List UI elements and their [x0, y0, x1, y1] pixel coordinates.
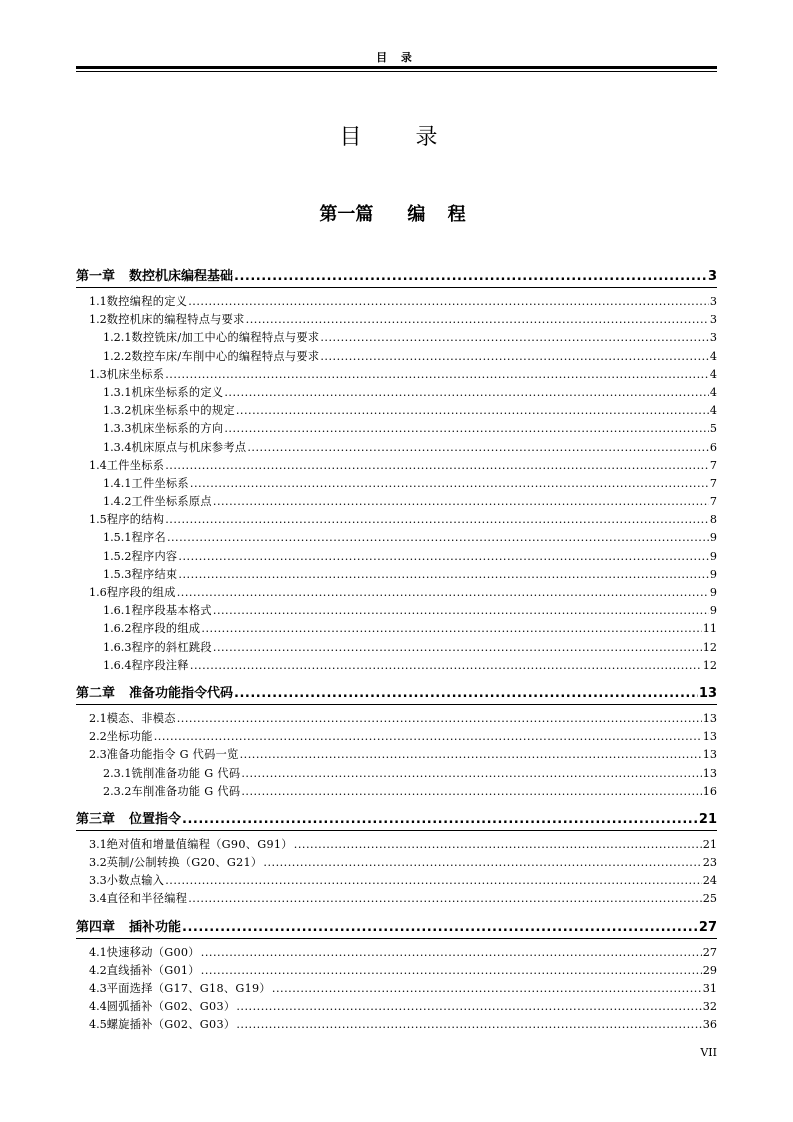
toc-entry-number: 第四章 [76, 919, 116, 935]
toc-dot-leader [190, 475, 709, 493]
toc-subsection-entry[interactable] [76, 602, 717, 620]
toc-dot-leader [224, 384, 709, 402]
toc-entry-page: 29 [702, 963, 717, 977]
toc-entry-number: 1.1 [89, 295, 107, 308]
toc-entry-page: 13 [702, 711, 717, 725]
toc-entry-page: 3 [709, 313, 717, 327]
toc-entry-page: 4 [709, 349, 717, 363]
toc-entry-number: 1.5.3 [103, 567, 132, 581]
toc-entry-page: 27 [698, 919, 717, 935]
toc-entry-number: 第三章 [76, 811, 116, 827]
toc-entry-page: 13 [702, 730, 717, 744]
toc-entry-page: 32 [702, 1000, 717, 1014]
toc-section-entry[interactable] [76, 872, 717, 890]
toc-section-entry[interactable] [76, 584, 717, 602]
toc-dot-leader [213, 602, 709, 620]
toc-entry-number: 1.6.4 [103, 658, 132, 672]
toc-subsection-entry[interactable] [76, 420, 717, 438]
table-of-contents [76, 258, 717, 1035]
toc-entry-number: 1.6.1 [103, 604, 132, 618]
toc-dot-leader [241, 783, 701, 801]
toc-entry-title: 机床坐标系的方向 [131, 422, 224, 436]
toc-dot-leader [165, 511, 709, 529]
toc-entry-title: 螺旋插补（G02、G03） [106, 1018, 236, 1032]
toc-section-entry[interactable] [76, 998, 717, 1016]
toc-entry-title: 准备功能指令 G 代码一览 [106, 748, 239, 762]
toc-entry-title: 准备功能指令代码 [129, 685, 234, 701]
toc-entry-number: 2.3 [89, 748, 107, 762]
toc-dot-leader [213, 493, 709, 511]
toc-entry-page: 9 [709, 549, 717, 563]
toc-dot-leader [201, 620, 701, 638]
toc-entry-title: 圆弧插补（G02、G03） [106, 1000, 236, 1014]
toc-entry-number: 1.4.2 [103, 495, 132, 509]
toc-entry-title: 英制/公制转换（G20、G21） [106, 856, 263, 870]
toc-entry-number: 3.2 [89, 856, 107, 870]
toc-entry-page: 7 [709, 476, 717, 490]
toc-entry-number: 1.4.1 [103, 476, 132, 490]
toc-entry-title: 工件坐标系 [131, 476, 189, 490]
toc-entry-number: 1.6 [89, 586, 107, 599]
toc-section-entry[interactable] [76, 980, 717, 998]
toc-entry-title: 直线插补（G01） [106, 963, 200, 977]
toc-entry-title: 车削准备功能 G 代码 [131, 784, 241, 798]
toc-entry-number: 1.3.3 [103, 422, 132, 436]
toc-dot-leader [240, 746, 702, 764]
toc-dot-leader [236, 998, 701, 1016]
toc-subsection-entry[interactable] [76, 783, 717, 801]
toc-subsection-entry[interactable] [76, 566, 717, 584]
toc-entry-page: 12 [702, 658, 717, 672]
toc-entry-number: 1.6.2 [103, 622, 132, 636]
toc-dot-leader [247, 439, 709, 457]
toc-subsection-entry[interactable] [76, 475, 717, 493]
toc-section-entry[interactable] [76, 457, 717, 475]
toc-entry-number: 1.3 [89, 367, 107, 381]
toc-entry-page: 5 [709, 422, 717, 436]
toc-dot-leader [177, 710, 702, 728]
toc-entry-title: 程序段注释 [131, 658, 189, 672]
toc-entry-title: 机床坐标系的定义 [131, 385, 224, 399]
toc-entry-number: 4.4 [89, 1000, 107, 1014]
toc-entry-page: 3 [709, 331, 717, 345]
toc-entry-page: 16 [702, 784, 717, 798]
toc-subsection-entry[interactable] [76, 620, 717, 638]
toc-section-entry[interactable] [76, 366, 717, 384]
toc-dot-leader [246, 311, 709, 329]
toc-entry-title: 绝对值和增量值编程（G90、G91） [106, 837, 293, 851]
toc-entry-page: 21 [702, 837, 717, 851]
toc-dot-leader [236, 402, 709, 420]
toc-section-entry[interactable] [76, 746, 717, 764]
toc-entry-title: 程序的结构 [106, 513, 165, 527]
toc-entry-title: 程序段的组成 [131, 622, 201, 636]
toc-entry-number: 第一章 [76, 269, 116, 284]
toc-entry-title: 数控车床/车削中心的编程特点与要求 [131, 349, 320, 363]
toc-entry-page: 7 [709, 495, 717, 509]
toc-entry-number: 1.5.2 [103, 549, 132, 563]
toc-entry-title: 机床坐标系 [106, 367, 165, 381]
toc-entry-number: 1.3.4 [103, 440, 132, 454]
toc-dot-leader [201, 944, 702, 962]
toc-entry-page: 31 [702, 982, 717, 995]
toc-entry-title: 直径和半径编程 [106, 892, 188, 906]
toc-entry-page: 13 [698, 685, 717, 701]
toc-subsection-entry[interactable] [76, 329, 717, 347]
toc-chapter-entry[interactable] [76, 909, 717, 939]
toc-entry-page: 9 [709, 567, 717, 581]
toc-entry-page: 23 [702, 856, 717, 870]
toc-entry-number: 1.3.1 [103, 385, 132, 399]
toc-dot-leader [188, 293, 709, 311]
toc-entry-title: 程序结束 [131, 567, 178, 581]
toc-chapter-entry[interactable] [76, 675, 717, 705]
toc-entry-title: 机床原点与机床参考点 [131, 440, 247, 454]
toc-entry-number: 1.2.1 [103, 331, 132, 345]
toc-entry-number: 1.2 [89, 313, 107, 327]
toc-dot-leader [201, 962, 702, 980]
toc-chapter-entry[interactable] [76, 258, 717, 288]
toc-entry-title: 坐标功能 [106, 730, 153, 744]
toc-subsection-entry[interactable] [76, 348, 717, 366]
toc-section-entry[interactable] [76, 836, 717, 854]
toc-section-entry[interactable] [76, 890, 717, 908]
toc-entry-number: 1.4 [89, 458, 107, 472]
toc-entry-page: 13 [702, 766, 717, 780]
toc-subsection-entry[interactable] [76, 402, 717, 420]
toc-entry-page: 9 [709, 531, 717, 545]
toc-chapter-entry[interactable] [76, 801, 717, 831]
toc-entry-number: 4.3 [89, 982, 107, 995]
toc-subsection-entry[interactable] [76, 439, 717, 457]
toc-entry-page: 12 [702, 640, 717, 654]
toc-dot-leader [177, 584, 709, 602]
toc-entry-page: 4 [709, 385, 717, 399]
toc-dot-leader [178, 548, 708, 566]
toc-entry-number: 1.3.2 [103, 404, 132, 418]
toc-entry-page: 9 [709, 604, 717, 618]
toc-dot-leader [224, 420, 709, 438]
toc-entry-number: 1.2.2 [103, 349, 132, 363]
page-title: 目 录 [339, 125, 454, 150]
toc-dot-leader [272, 980, 702, 998]
toc-entry-title: 数控编程的定义 [106, 295, 188, 308]
toc-subsection-entry[interactable] [76, 493, 717, 511]
toc-section-entry[interactable] [76, 311, 717, 329]
toc-entry-number: 1.5.1 [103, 531, 132, 545]
toc-entry-title: 数控铣床/加工中心的编程特点与要求 [131, 331, 320, 345]
toc-dot-leader [182, 920, 698, 935]
toc-dot-leader [234, 686, 698, 701]
footer-page-number: VII [700, 1046, 717, 1059]
running-header: 目 录 [376, 51, 417, 64]
toc-entry-page: 8 [709, 513, 717, 527]
toc-entry-title: 小数点输入 [106, 874, 165, 888]
toc-dot-leader [263, 854, 701, 872]
header-rule-thin [76, 71, 717, 72]
toc-subsection-entry[interactable] [76, 384, 717, 402]
toc-entry-page: 13 [702, 748, 717, 762]
toc-dot-leader [182, 812, 698, 827]
toc-entry-title: 模态、非模态 [106, 711, 176, 725]
toc-dot-leader [154, 728, 702, 746]
toc-entry-page: 6 [709, 440, 717, 454]
part-label: 第一篇 [319, 204, 374, 225]
toc-entry-title: 数控机床编程基础 [129, 269, 234, 284]
toc-dot-leader [241, 765, 701, 783]
toc-dot-leader [178, 566, 708, 584]
toc-section-entry[interactable] [76, 728, 717, 746]
toc-entry-page: 3 [707, 269, 717, 284]
toc-entry-title: 程序名 [131, 531, 166, 545]
toc-section-entry[interactable] [76, 511, 717, 529]
toc-entry-number: 1.6.3 [103, 640, 132, 654]
toc-entry-page: 9 [709, 586, 717, 599]
part-name: 编 程 [407, 204, 474, 225]
toc-dot-leader [234, 269, 707, 284]
toc-section-entry[interactable] [76, 854, 717, 872]
toc-section-entry[interactable] [76, 293, 717, 311]
toc-dot-leader [165, 457, 709, 475]
toc-entry-number: 2.3.1 [103, 766, 132, 780]
toc-subsection-entry[interactable] [76, 529, 717, 547]
toc-dot-leader [236, 1016, 701, 1034]
header-rule-thick [76, 66, 717, 69]
toc-dot-leader [294, 836, 702, 854]
toc-section-entry[interactable] [76, 944, 717, 962]
toc-entry-page: 7 [709, 458, 717, 472]
toc-entry-title: 程序段基本格式 [131, 604, 212, 618]
toc-entry-title: 插补功能 [129, 919, 182, 935]
toc-section-entry[interactable] [76, 962, 717, 980]
part-title [0, 200, 793, 226]
toc-entry-number: 4.1 [89, 945, 107, 959]
toc-entry-title: 平面选择（G17、G18、G19） [106, 982, 271, 995]
toc-entry-page: 21 [698, 811, 717, 827]
toc-dot-leader [165, 872, 702, 890]
toc-dot-leader [165, 366, 709, 384]
toc-dot-leader [190, 657, 702, 675]
toc-entry-page: 24 [702, 874, 717, 888]
toc-entry-title: 工件坐标系原点 [131, 495, 212, 509]
toc-dot-leader [167, 529, 709, 547]
toc-entry-number: 2.3.2 [103, 784, 132, 798]
toc-subsection-entry[interactable] [76, 548, 717, 566]
toc-entry-title: 位置指令 [129, 811, 182, 827]
toc-dot-leader [320, 348, 709, 366]
toc-entry-page: 27 [702, 945, 717, 959]
toc-entry-page: 4 [709, 367, 717, 381]
toc-subsection-entry[interactable] [76, 657, 717, 675]
toc-section-entry[interactable] [76, 710, 717, 728]
toc-entry-title: 快速移动（G00） [106, 945, 200, 959]
toc-entry-number: 第二章 [76, 685, 116, 701]
toc-entry-title: 数控机床的编程特点与要求 [106, 313, 245, 327]
toc-entry-title: 程序段的组成 [106, 586, 176, 599]
toc-entry-title: 机床坐标系中的规定 [131, 404, 235, 418]
toc-entry-page: 36 [702, 1018, 717, 1032]
toc-entry-number: 3.3 [89, 874, 107, 888]
toc-entry-number: 3.1 [89, 837, 107, 851]
toc-entry-page: 25 [702, 892, 717, 906]
toc-entry-title: 铣削准备功能 G 代码 [131, 766, 241, 780]
toc-entry-number: 4.5 [89, 1018, 107, 1032]
toc-dot-leader [213, 639, 702, 657]
toc-entry-title: 程序内容 [131, 549, 178, 563]
toc-dot-leader [188, 890, 702, 908]
toc-entry-page: 4 [709, 404, 717, 418]
toc-entry-title: 程序的斜杠跳段 [131, 640, 212, 654]
toc-section-entry[interactable] [76, 1016, 717, 1034]
toc-entry-page: 11 [702, 622, 717, 636]
toc-entry-title: 工件坐标系 [106, 458, 165, 472]
toc-subsection-entry[interactable] [76, 639, 717, 657]
toc-dot-leader [320, 329, 709, 347]
toc-entry-page: 3 [709, 295, 717, 308]
toc-entry-number: 4.2 [89, 963, 107, 977]
toc-entry-number: 3.4 [89, 892, 107, 906]
toc-subsection-entry[interactable] [76, 765, 717, 783]
toc-entry-number: 1.5 [89, 513, 107, 527]
toc-entry-number: 2.1 [89, 711, 107, 725]
toc-entry-number: 2.2 [89, 730, 107, 744]
